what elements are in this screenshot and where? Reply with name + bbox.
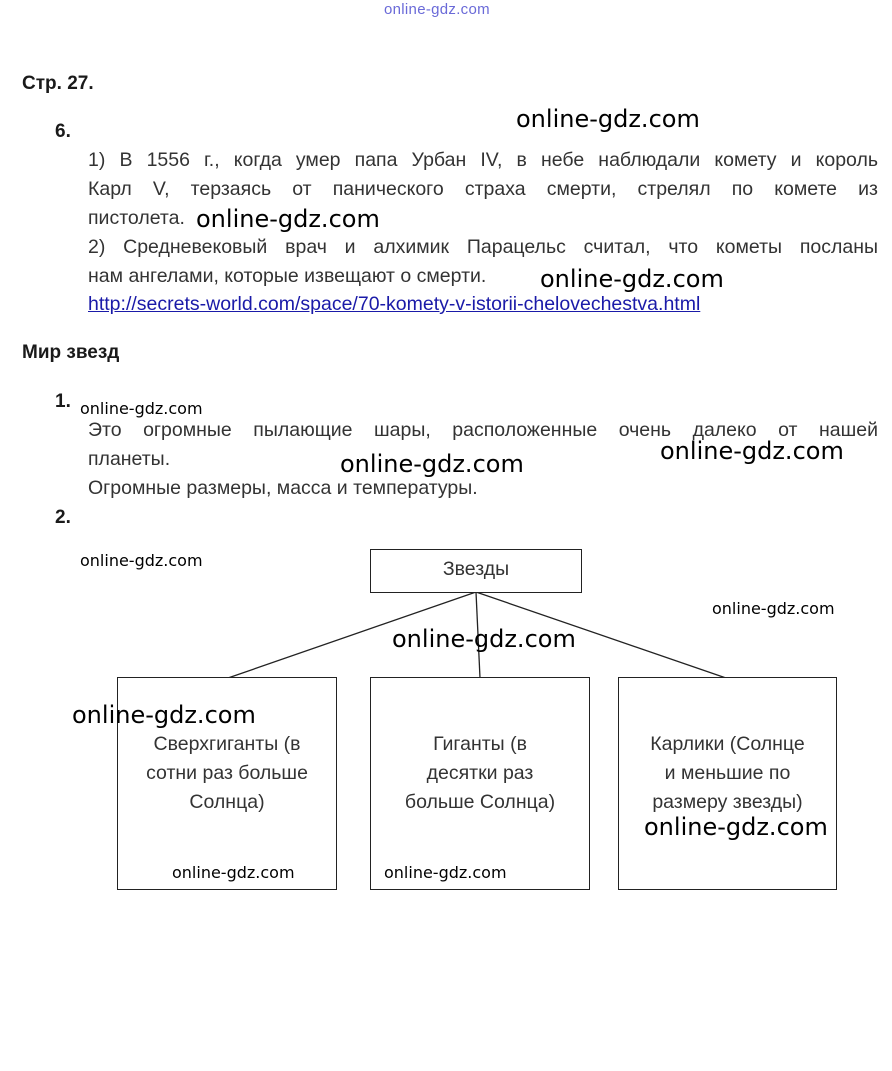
- diagram-box-dwarfs: [618, 677, 837, 890]
- watermark: online-gdz.com: [340, 450, 524, 478]
- task-number-2: 2.: [55, 507, 71, 528]
- diagram-box-line: размеру звезды): [652, 791, 803, 813]
- watermark: online-gdz.com: [80, 399, 203, 418]
- watermark: online-gdz.com: [72, 701, 256, 729]
- task6-line: пистолета.: [88, 207, 185, 229]
- diagram-root-label: Звезды: [442, 558, 510, 580]
- diagram-box-line: Гиганты (в: [433, 733, 527, 755]
- watermark-top: online-gdz.com: [384, 1, 490, 18]
- task1-line: Огромные размеры, масса и температуры.: [88, 477, 478, 499]
- task6-line: 2) Средневековый врач и алхимик Парацельс считал, что кометы посланы: [88, 236, 878, 258]
- watermark: online-gdz.com: [196, 205, 380, 233]
- task6-line: 1) В 1556 г., когда умер папа Урбан IV, в небе наблюдали комету и король: [88, 149, 878, 171]
- watermark: online-gdz.com: [660, 437, 844, 465]
- watermark: online-gdz.com: [516, 105, 700, 133]
- task-number-6: 6.: [55, 121, 71, 142]
- diagram-box-line: больше Солнца): [404, 791, 556, 813]
- watermark: online-gdz.com: [540, 265, 724, 293]
- task6-line: Карл V, терзаясь от панического страха смерти, стрелял по комете из: [88, 178, 878, 200]
- section-title: Мир звезд: [22, 342, 120, 363]
- diagram-box-label: [371, 730, 589, 817]
- diagram-box-giants: [370, 677, 590, 890]
- task6-line: нам ангелами, которые извещают о смерти.: [88, 265, 487, 287]
- watermark: online-gdz.com: [80, 551, 203, 570]
- diagram-box-line: и меньшие по: [664, 762, 791, 784]
- diagram-box-line: Карлики (Солнце: [650, 733, 805, 755]
- diagram-box-line: десятки раз: [426, 762, 534, 784]
- diagram-box-line: Солнца): [189, 791, 265, 813]
- watermark: online-gdz.com: [644, 813, 828, 841]
- task-number-1: 1.: [55, 391, 71, 412]
- page-heading: Стр. 27.: [22, 73, 94, 94]
- diagram-box-label: [619, 730, 836, 817]
- diagram-box-line: сотни раз больше: [146, 762, 308, 784]
- watermark: online-gdz.com: [172, 863, 295, 882]
- diagram-box-label: [118, 730, 336, 817]
- task1-line: планеты.: [88, 448, 171, 470]
- watermark: online-gdz.com: [392, 625, 576, 653]
- watermark: online-gdz.com: [712, 599, 835, 618]
- diagram-box-line: Сверхгиганты (в: [153, 733, 301, 755]
- watermark: online-gdz.com: [384, 863, 507, 882]
- task1-line: Это огромные пылающие шары, расположенные очень далеко от нашей: [88, 419, 878, 441]
- source-link[interactable]: http://secrets-world.com/space/70-komety-v-istorii-chelovechestva.html: [88, 293, 701, 315]
- diagram-root-box: [370, 549, 582, 593]
